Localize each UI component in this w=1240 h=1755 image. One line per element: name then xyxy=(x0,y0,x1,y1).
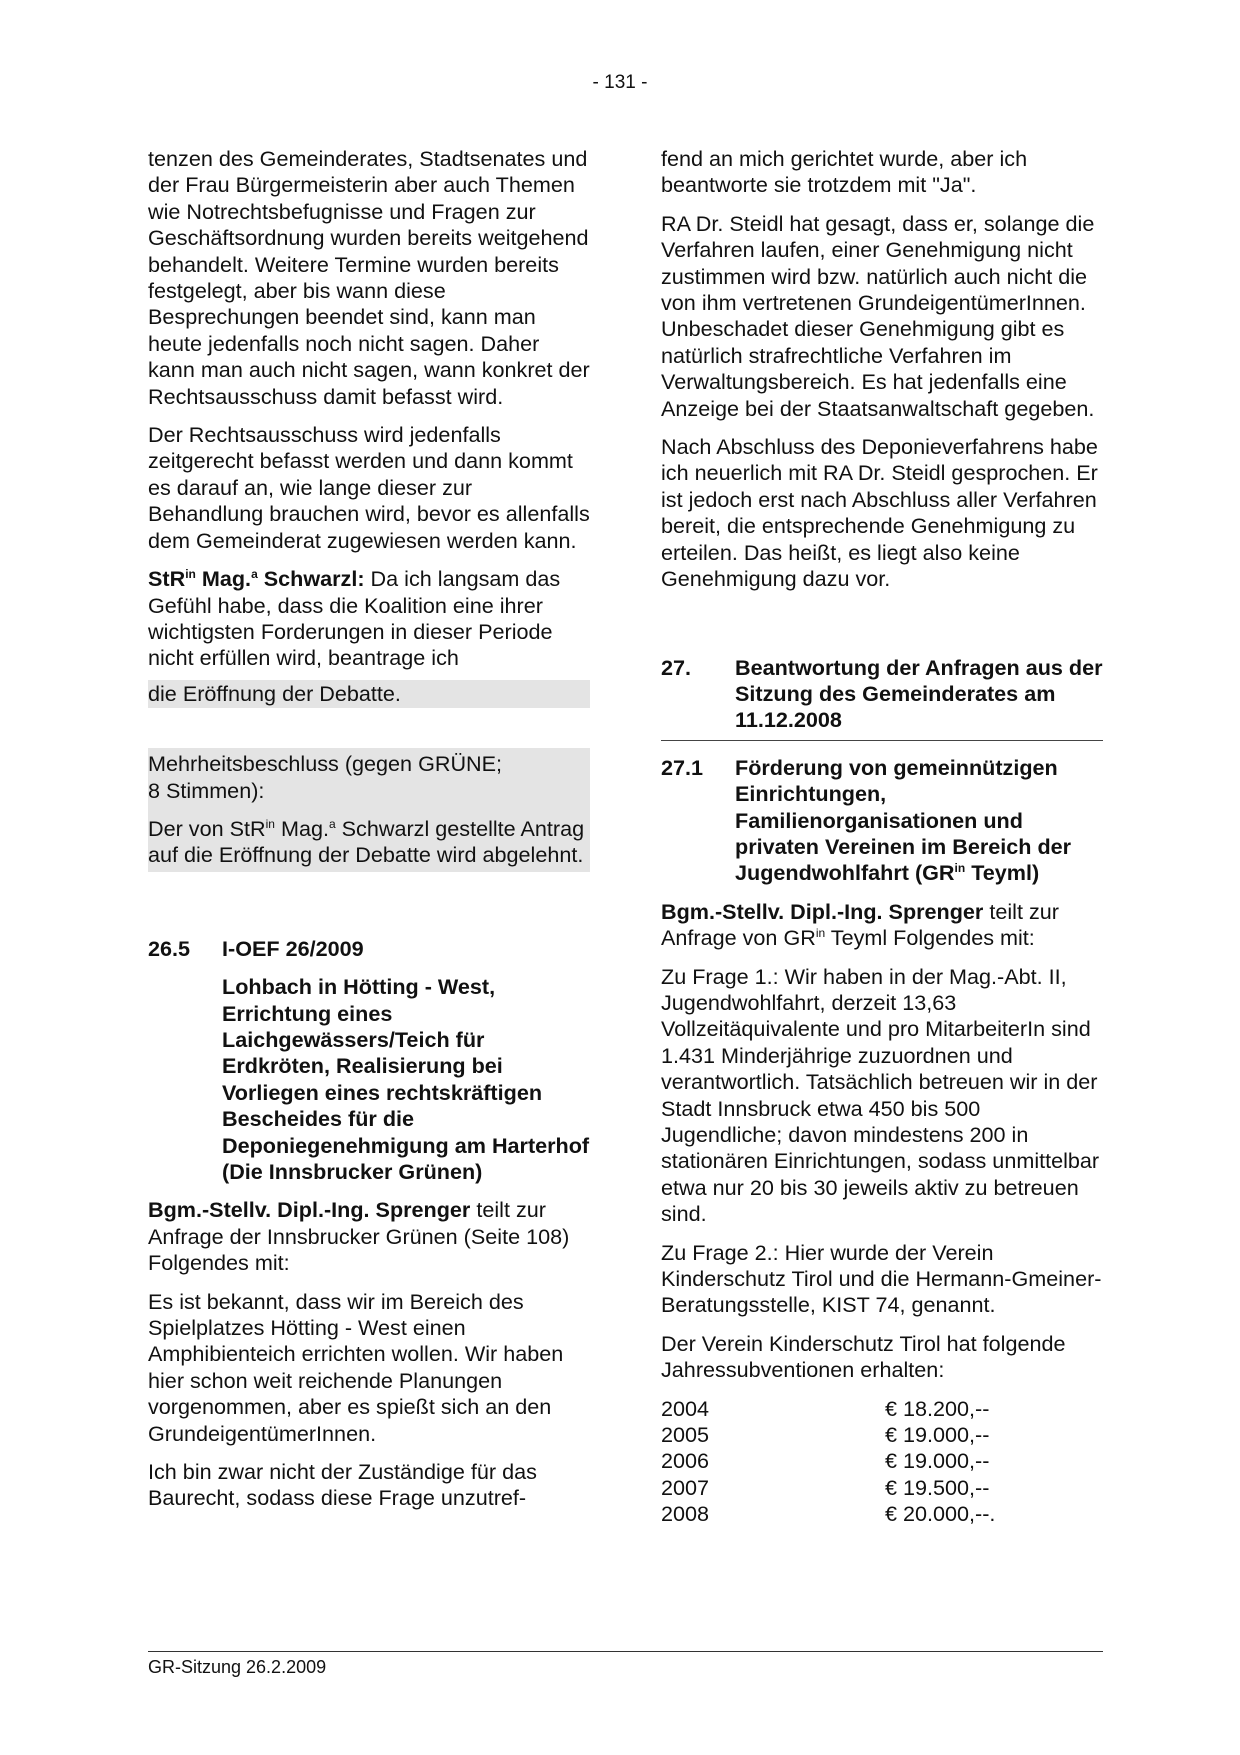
subsidy-table xyxy=(661,1396,1103,1528)
speaker-name: Bgm.-Stellv. Dipl.-Ing. Sprenger xyxy=(661,898,984,924)
paragraph: tenzen des Gemeinderates, Stadtsenates und der Frau Bürgermeisterin aber auch Themen wie Notrechtsbefugnisse und Fragen zur Geschäftsordnung wurden bereits weitgehend behandelt. Weitere Termine wurden bereits festgelegt, aber bis wann diese Besprechungen beendet sind, kann man heute jedenfalls noch nicht sagen. Daher kann man auch nicht sagen, wann konkret der Rechtsausschuss damit befasst wird. xyxy=(148,146,590,409)
section-heading-27-1 xyxy=(661,755,1103,887)
subsidy-row xyxy=(661,1422,1103,1448)
resolution-line: Mehrheitsbeschluss (gegen GRÜNE; 8 Stimmen): xyxy=(148,751,503,803)
speaker-statement: StR$^{in}$ Mag.$^a$ Schwarzl: Da ich langsam das Gefühl habe, dass die Koalition eine ihrer wichtigsten Forderungen in dieser Periode nicht erfüllen wird, beantrage ich xyxy=(148,566,561,671)
section-code: I-OEF 26/2009 xyxy=(222,935,364,961)
motion-text: die Eröffnung der Debatte. xyxy=(148,680,590,708)
paragraph: Der Rechtsausschuss wird jedenfalls zeitgerecht befasst werden und dann kommt es darauf an, wie lange dieser zur Behandlung brauchen wird, bevor es allenfalls dem Gemeinderat zugewiesen werden kann. xyxy=(148,422,590,553)
paragraph: fend an mich gerichtet wurde, aber ich beantworte sie trotzdem mit "Ja". xyxy=(661,146,1028,198)
paragraph: Zu Frage 2.: Hier wurde der Verein Kinderschutz Tirol und die Hermann-Gmeiner-Beratungsstelle, KIST 74, genannt. xyxy=(661,1239,1102,1318)
section-number: 27. xyxy=(661,654,692,680)
section-divider xyxy=(661,740,1103,741)
paragraph: Zu Frage 1.: Wir haben in der Mag.-Abt. II, Jugendwohlfahrt, derzeit 13,63 Vollzeitäquivalente und pro MitarbeiterIn sind 1.431 Minderjährige zuzuordnen und verantwortlich. Tatsächlich betreuen wir in der Stadt Innsbruck etwa 450 bis 500 Jugendliche; davon mindestens 200 in stationären Einrichtungen, sodass unmittelbar etwa nur 20 bis 30 jeweils aktiv zu betreuen sind. xyxy=(661,963,1100,1227)
answer-intro: Bgm.-Stellv. Dipl.-Ing. Sprenger teilt zur Anfrage der Innsbrucker Grünen (Seite 108) Folgendes mit: xyxy=(148,1197,570,1276)
subsidy-row xyxy=(661,1448,1103,1474)
resolution-box xyxy=(148,748,590,872)
footer-text: GR-Sitzung 26.2.2009 xyxy=(148,1657,327,1677)
subsidy-amount: € 20.000,--. xyxy=(885,1501,996,1527)
subsidy-year: 2005 xyxy=(661,1422,710,1448)
paragraph: Ich bin zwar nicht der Zuständige für das Baurecht, sodass diese Frage unzutref- xyxy=(148,1459,537,1511)
speaker-name: Bgm.-Stellv. Dipl.-Ing. Sprenger xyxy=(148,1197,471,1223)
subsidy-row xyxy=(661,1475,1103,1501)
paragraph: Der Verein Kinderschutz Tirol hat folgende Jahressubventionen erhalten: xyxy=(661,1330,1066,1383)
section-title: Lohbach in Hötting - West, Errichtung eines Laichgewässers/Teich für Erdkröten, Realisierung bei Vorliegen eines rechtskräftigen Bescheides für die Deponiegenehmigung am Harterhof (Die Innsbrucker Grünen) xyxy=(222,974,590,1184)
section-title: Förderung von gemeinnützigen Einrichtungen, Familienorganisationen und privaten Vereinen im Bereich der Jugendwohlfahrt ($GR^{in}$ Teyml) xyxy=(735,754,1072,886)
subsidy-amount: € 19.000,-- xyxy=(885,1422,990,1448)
section-number: 26.5 xyxy=(148,935,191,961)
section-number: 27.1 xyxy=(661,754,704,780)
subsidy-year: 2008 xyxy=(661,1501,710,1527)
section-title: Beantwortung der Anfragen aus der Sitzung des Gemeinderates am 11.12.2008 xyxy=(735,654,1103,733)
subsidy-amount: € 19.500,-- xyxy=(885,1474,990,1500)
speaker-name: StR$^{in}$ Mag.$^a$ Schwarzl: xyxy=(148,566,365,592)
paragraph: Nach Abschluss des Deponieverfahrens habe ich neuerlich mit RA Dr. Steidl gesprochen. Er ist jedoch erst nach Abschluss aller Verfahren bereit, die entsprechende Genehmigung zu erteilen. Das heißt, es liegt also keine Genehmigung dazu vor. xyxy=(661,434,1098,592)
right-column xyxy=(661,146,1103,1528)
subsidy-amount: € 18.200,-- xyxy=(885,1395,990,1421)
subsidy-year: 2007 xyxy=(661,1474,710,1500)
section-heading-27 xyxy=(661,655,1103,734)
subsidy-row xyxy=(661,1501,1103,1527)
page-number: - 131 - xyxy=(592,72,648,93)
section-heading-26-5 xyxy=(148,936,590,962)
subsidy-row xyxy=(661,1396,1103,1422)
left-column xyxy=(148,146,590,1524)
paragraph: RA Dr. Steidl hat gesagt, dass er, solange die Verfahren laufen, einer Genehmigung nicht zustimmen wird bzw. natürlich auch nicht die von ihm vertretenen GrundeigentümerInnen. Unbeschadet dieser Genehmigung gibt es natürlich strafrechtliche Verfahren im Verwaltungsbereich. Es hat jedenfalls eine Anzeige bei der Staatsanwaltschaft gegeben. xyxy=(661,210,1095,421)
subsidy-year: 2004 xyxy=(661,1395,710,1421)
answer-intro: Bgm.-Stellv. Dipl.-Ing. Sprenger teilt zur Anfrage von $GR^{in}$ Teyml Folgendes mit: xyxy=(661,898,1059,951)
subsidy-year: 2006 xyxy=(661,1448,710,1474)
paragraph: Es ist bekannt, dass wir im Bereich des Spielplatzes Hötting - West einen Amphibienteich errichten wollen. Wir haben hier schon weit reichende Planungen vorgenommen, aber es spießt sich an den GrundeigentümerInnen. xyxy=(148,1288,564,1446)
resolution-text: Der von StR$^{in}$ Mag.$^a$ Schwarzl gestellte Antrag auf die Eröffnung der Debatte wird abgelehnt. xyxy=(148,815,585,868)
subsidy-amount: € 19.000,-- xyxy=(885,1448,990,1474)
footer-divider xyxy=(148,1651,1103,1652)
